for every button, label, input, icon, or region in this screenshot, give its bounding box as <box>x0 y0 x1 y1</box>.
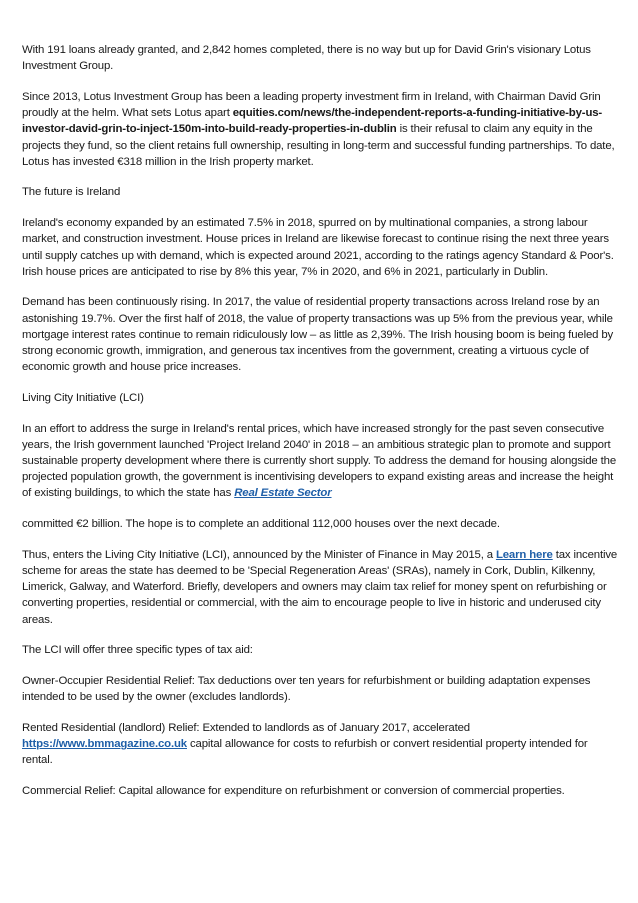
equities-reference: equities.com/news/the-independent-reports-a-funding-initiative-by-us-investor-david-grin-to-inject-150m-into-build-ready-properties-in-dublin <box>22 107 603 136</box>
owner-occupier-text: Owner-Occupier Residential Relief: Tax deductions over ten years for refurbishment or building adaptation expenses intended to be used by the owner (excludes landlords). <box>22 675 591 704</box>
rented-text-start: Rented Residential (landlord) Relief: Extended to landlords as of January 2017, accelerated <box>22 722 470 734</box>
lotus-paragraph <box>22 89 620 170</box>
bmmagazine-link[interactable]: https://www.bmmagazine.co.uk <box>22 738 187 751</box>
learn-here-link[interactable]: Learn here <box>495 548 553 561</box>
commercial-text: Commercial Relief: Capital allowance for expenditure on refurbishment or conversion of commercial properties. <box>22 785 565 798</box>
economy-paragraph <box>22 215 620 280</box>
lci-heading <box>22 390 620 406</box>
lci-intro-text-end: tax incentive scheme for areas the state has deemed to be 'Special Regeneration Areas' (SRAs), namely in Cork, Dublin, Kilkenny, Limerick, Galway, and Waterford. Briefly, developers and owners may claim tax relief for money spent on refurbishing or converting properties, residential or commercial, with the aim to encourage people to live in historic and underused city areas. <box>22 548 618 626</box>
lotus-text-start: Since 2013, Lotus Investment Group has been a leading property investment firm in Ireland, with Chairman David Grin proudly at the helm. What sets Lotus apart <box>22 90 601 120</box>
committed-paragraph <box>22 516 620 532</box>
rental-text: In an effort to address the surge in Ireland's rental prices, which have increased strongly for the past seven consecutive years, the Irish government launched 'Project Ireland 2040' in 2018 – an ambitious strategic plan to promote and support sustainable property development where there is currently short supply. To address the demand for housing alongside the projected population growth, the government is incentivising developers to expand existing areas and increase the height of existing buildings, to which the state has <box>22 422 617 500</box>
demand-text: Demand has been continuously rising. In 2017, the value of residential property transactions across Ireland rose by an astonishing 19.7%. Over the first half of 2018, the value of property transactions was up 5% from the previous year, while mortgage interest rates continue to remain ridiculously low – as little as 2,39%. The Irish housing boom is being fueled by strong economic growth, immigration, and generous tax incentives from the government, creating a virtuous cycle of economic growth and house price increases. <box>22 296 614 374</box>
commercial-paragraph <box>22 783 620 799</box>
rented-residential-paragraph <box>22 720 620 769</box>
rental-paragraph <box>22 421 620 502</box>
future-heading-text: The future is Ireland <box>22 186 121 199</box>
intro-text: With 191 loans already granted, and 2,842 homes completed, there is no way but up for David Grin's visionary Lotus Investment Group. <box>22 44 591 73</box>
lci-intro-paragraph <box>22 547 620 628</box>
real-estate-sector-link[interactable]: Real Estate Sector <box>234 487 332 500</box>
owner-occupier-paragraph <box>22 673 620 705</box>
lotus-text-end: is their refusal to claim any equity in the projects they fund, so the client retains full ownership, resulting in long-term and successful funding partnerships. To date, Lotus has invested €318 million in the Irish property market. <box>22 123 615 168</box>
demand-paragraph <box>22 294 620 375</box>
tax-aid-paragraph <box>22 642 620 658</box>
intro-paragraph <box>22 42 620 74</box>
lci-intro-text-start: Thus, enters the Living City Initiative (LCI), announced by the Minister of Finance in May 2015, a <box>22 548 496 561</box>
future-heading <box>22 184 620 200</box>
document-body <box>22 42 620 814</box>
rented-text-end: capital allowance for costs to refurbish or convert residential property intended for rental. <box>22 738 588 767</box>
tax-aid-text: The LCI will offer three specific types of tax aid: <box>22 644 253 657</box>
economy-text: Ireland's economy expanded by an estimated 7.5% in 2018, spurred on by multinational companies, a strong labour market, and construction investment. House prices in Ireland are likewise forecast to continue rising the next three years until supply catches up with demand, which is expected around 2021, according to the ratings agency Standard & Poor's. Irish house prices are anticipated to rise by 8% this year, 7% in 2020, and 6% in 2021, particularly in Dublin. <box>22 217 614 278</box>
lci-heading-text: Living City Initiative (LCI) <box>22 391 144 404</box>
committed-text: committed €2 billion. The hope is to complete an additional 112,000 houses over the next decade. <box>22 518 500 531</box>
